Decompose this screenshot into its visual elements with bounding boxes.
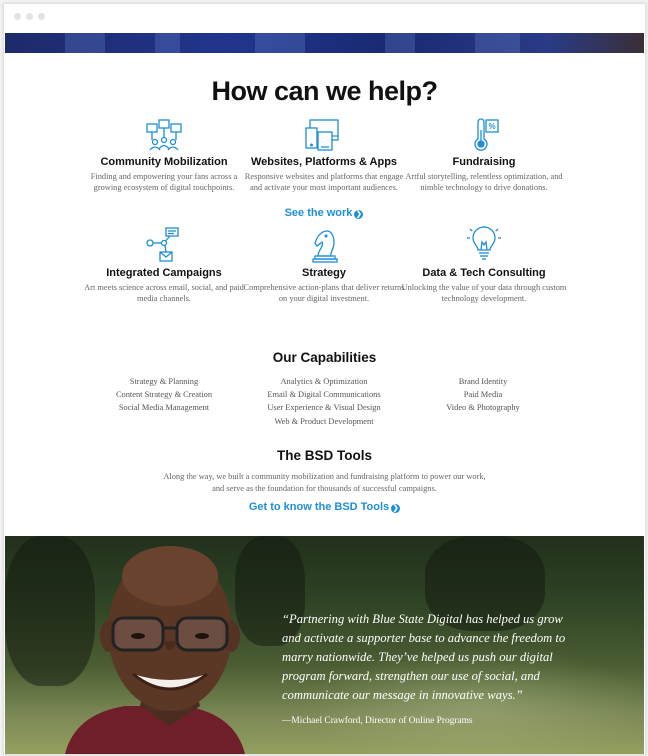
capability-item: Strategy & Planning <box>129 377 199 386</box>
capabilities-heading: Our Capabilities <box>272 350 377 365</box>
service-title: Strategy <box>301 267 347 279</box>
service-description: Artful storytelling, relentless optimization, and nimble technology to drive donations. <box>405 172 563 192</box>
capability-item: Brand Identity <box>458 377 508 386</box>
capability-item: User Experience & Visual Design <box>267 403 381 413</box>
testimonial-quote: “Partnering with Blue State Digital has helped us grow and activate a supporter base to advance the freedom to marry nationwide. They’ve helped us push our digital program forward, strengthen our use of social, and communicate our message in innovative ways.” <box>282 612 566 702</box>
capability-item: Analytics & Optimization <box>280 377 368 386</box>
capability-item: Web & Product Development <box>274 416 374 426</box>
thermometer-percent-icon <box>464 118 504 152</box>
page-title: How can we help? <box>211 76 438 106</box>
testimonial-attribution: —Michael Crawford, Director of Online Programs <box>282 716 473 726</box>
service-description: Unlocking the value of your data through custom technology development. <box>401 283 567 303</box>
capabilities-column-3 <box>383 375 583 415</box>
capability-item: Email & Digital Communications <box>267 390 381 400</box>
service-description: Responsive websites and platforms that engage and activate your most important audiences. <box>244 172 404 192</box>
network-channels-icon <box>144 226 184 264</box>
browser-window <box>3 3 646 755</box>
service-title: Integrated Campaigns <box>106 267 222 279</box>
service-community-mobilization <box>79 118 249 194</box>
bsd-tools-description <box>4 471 645 494</box>
bsd-tools-line: Along the way, we built a community mobilization and fundraising platform to power our work, <box>163 472 486 481</box>
service-description: Comprehensive action-plans that deliver returns on your digital investment. <box>243 283 405 303</box>
bsd-tools-line: and serve as the foundation for thousands of successful campaigns. <box>212 483 437 493</box>
bsd-tools-link[interactable] <box>4 497 645 515</box>
capability-item: Social Media Management <box>118 403 210 413</box>
people-signs-icon <box>144 118 184 152</box>
svg-text:%: % <box>488 122 496 131</box>
testimonial-section <box>5 536 644 754</box>
window-dot-icon <box>14 13 21 20</box>
service-fundraising <box>399 118 569 194</box>
service-integrated-campaigns <box>79 226 249 305</box>
devices-icon <box>304 118 344 152</box>
service-title: Fundraising <box>452 156 516 168</box>
service-description: Art meets science across email, social, and paid media channels. <box>84 283 244 303</box>
chess-knight-icon <box>304 226 344 264</box>
service-title: Community Mobilization <box>100 156 228 168</box>
window-dot-icon <box>38 13 45 20</box>
bsd-tools-heading: The BSD Tools <box>276 448 372 463</box>
lightbulb-icon <box>464 226 504 264</box>
capability-item: Paid Media <box>463 390 503 400</box>
capability-item: Content Strategy & Creation <box>115 390 213 400</box>
hero-banner-image <box>5 33 644 53</box>
bsd-tools-link-label[interactable]: Get to know the BSD Tools <box>248 501 390 513</box>
service-title: Data & Tech Consulting <box>422 267 546 279</box>
service-data-tech-consulting <box>399 226 569 305</box>
see-the-work-link[interactable] <box>239 203 409 221</box>
arrow-circle-icon[interactable]: ❯ <box>355 210 362 218</box>
window-dot-icon <box>26 13 33 20</box>
service-websites-platforms <box>239 118 409 221</box>
service-title: Websites, Platforms & Apps <box>250 156 398 168</box>
see-the-work-label[interactable]: See the work <box>284 206 353 219</box>
browser-chrome <box>4 4 645 33</box>
arrow-circle-icon[interactable]: ❯ <box>392 505 399 512</box>
service-strategy <box>239 226 409 305</box>
service-description: Finding and empowering your fans across a growing ecosystem of digital touchpoints. <box>90 172 238 192</box>
capability-item: Video & Photography <box>446 403 520 413</box>
portrait-photo <box>45 536 305 754</box>
